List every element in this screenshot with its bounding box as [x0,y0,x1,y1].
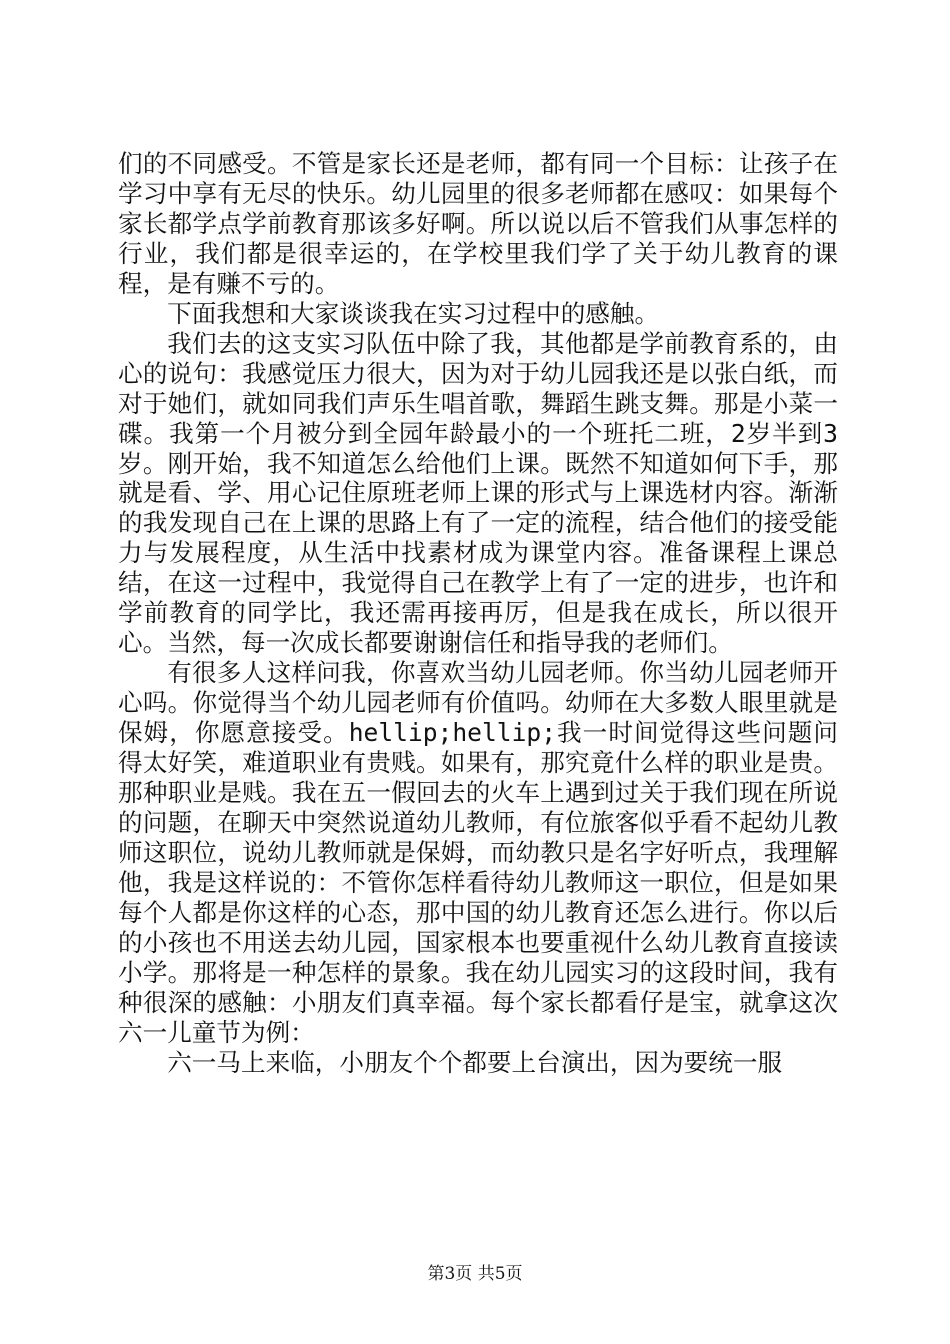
paragraph-2: 下面我想和大家谈谈我在实习过程中的感触。 [167,298,660,328]
page-footer: 第3页 共5页 [427,1264,523,1284]
paragraph-5: 六一马上来临，小朋友个个都要上台演出，因为要统一服 [167,1047,783,1077]
paragraph-4: 有很多人这样问我，你喜欢当幼儿园老师。你当幼儿园老师开心吗。你觉得当个幼儿园老师有价值吗。幼师在大多数人眼里就是保姆，你愿意接受。hellip;hellip;我一时间觉得这些问题问得太好笑，难道职业有贵贱。如果有，那究竟什么样的职业是贵。那种职业是贱。我在五一假回去的火车上遇到过关于我们现在所说的问题，在聊天中突然说道幼儿教师，有位旅客似乎看不起幼儿教师这职位，说幼儿教师就是保姆，而幼教只是名字好听点，我理解他，我是这样说的：不管你怎样看待幼儿教师这一职位，但是如果每个人都是你这样的心态，那中国的幼儿教育还怎么进行。你以后的小孩也不用送去幼儿园，国家根本也要重视什么幼儿教育直接读小学。那将是一种怎样的景象。我在幼儿园实习的这段时间，我有种很深的感触：小朋友们真幸福。每个家长都看仔是宝，就拿这次六一儿童节为例： [118,658,838,1047]
paragraph-1: 们的不同感受。不管是家长还是老师，都有同一个目标：让孩子在学习中享有无尽的快乐。幼儿园里的很多老师都在感叹：如果每个家长都学点学前教育那该多好啊。所以说以后不管我们从事怎样的行业，我们都是很幸运的，在学校里我们学了关于幼儿教育的课程，是有赚不亏的。 [118,149,838,298]
document-body [118,149,838,1078]
paragraph-3: 我们去的这支实习队伍中除了我，其他都是学前教育系的，由心的说句：我感觉压力很大，因为对于幼儿园我还是以张白纸，而对于她们，就如同我们声乐生唱首歌，舞蹈生跳支舞。那是小菜一碟。我第一个月被分到全园年龄最小的一个班托二班，2岁半到3岁。刚开始，我不知道怎么给他们上课。既然不知道如何下手，那就是看、学、用心记住原班老师上课的形式与上课选材内容。渐渐的我发现自己在上课的思路上有了一定的流程，结合他们的接受能力与发展程度，从生活中找素材成为课堂内容。准备课程上课总结，在这一过程中，我觉得自己在教学上有了一定的进步，也许和学前教育的同学比，我还需再接再厉，但是我在成长，所以很开心。当然，每一次成长都要谢谢信任和指导我的老师们。 [118,328,838,658]
